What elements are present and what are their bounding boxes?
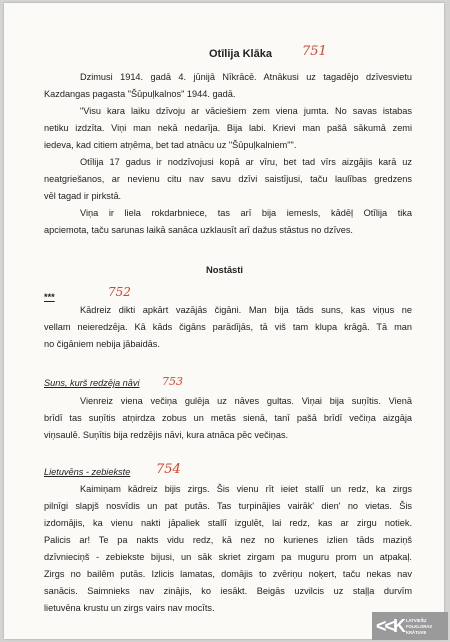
intro-line: Dzimusi 1914. gadā 4. jūnijā Nīkrācē. Atnākusi uz tagadējo dzīvesvietu <box>80 72 412 82</box>
story-line: Vienreiz vienа večiņa gulēja uz nāves gultas. Viņai bija suņītis. Vienā <box>80 396 412 406</box>
story-line: Kādreiz dikti apkārt vazājās čigāni. Man bija tāds suns, kas viņus ne <box>80 305 412 315</box>
story-heading: *** <box>44 292 55 302</box>
story-line: viņsaulē. Suņītis bija redzējis nāvi, kura atnāca pēc večiņas. <box>44 430 289 440</box>
archive-logo-mark: <<K <box>376 616 405 636</box>
story-line: dzīvnieciņš - zebiekste bijusi, un sāk skriet zirgam pa muguru prom un atpakaļ. <box>44 552 412 562</box>
handwritten-number: 753 <box>162 375 183 388</box>
archive-logo <box>372 612 448 640</box>
handwritten-number: 754 <box>156 462 181 477</box>
archive-logo-line: LATVIEŠU <box>406 618 427 623</box>
intro-line: Kazdangas pagasta "Šūpuļkalnos" 1944. gadā. <box>44 89 236 99</box>
intro-line: iedeva, kad citiem atņēma, bet tad atnācu uz "Šūpuļkalniem"". <box>44 140 297 150</box>
handwritten-number: 751 <box>302 44 327 59</box>
story-line: sanācis. Saimnieks nav zinājis, ko iesākt. Beigās uzvilcis uz staļļa durvīm <box>44 586 412 596</box>
story-line: vellam neieredzēja. Kā kāds čigāns parādījās, tā viš tam klupa krāgā. Tā man <box>44 322 412 332</box>
story-line: Zirgs no bailēm putās. Izlicis lamatas, domājis to zvēriņu noķert, taču nekas nav <box>44 569 412 579</box>
document-title: Otīlija Klāka <box>209 48 272 60</box>
intro-line: vēl tagad ir pirkstā. <box>44 191 122 201</box>
intro-line: Otīlija 17 gadus ir nodzīvojusi kopā ar vīru, bet tad vīrs aizgājis karā uz <box>80 157 412 167</box>
story-line: no čigāniem nebija jābaidās. <box>44 339 160 349</box>
story-heading: Lietuvēns - zebiekste <box>44 467 131 477</box>
section-heading: Nostāsti <box>206 264 243 275</box>
handwritten-number: 752 <box>108 285 131 299</box>
intro-line: netiku izdzīta. Viņi man nekā nedarīja. Bija labi. Krievi man pašā sākumā zemi <box>44 123 412 133</box>
story-line: pilnīgi slapjš nosvīdis un pat putās. Tas turpinājies vairāk' dien' no vietas. Šis <box>44 501 412 511</box>
story-heading: Suns, kurš redzēja nāvi <box>44 378 140 388</box>
document-page <box>4 3 444 639</box>
story-line: lietuvēna krustu un zirgs vairs nav mocīts. <box>44 603 215 613</box>
intro-line: "Visu kara laiku dzīvoju ar vāciešiem zem viena jumta. No savas istabas <box>80 106 412 116</box>
intro-line: neatgriešanos, ar nevienu citu nav savu dzīvi saistījusi, taču laulības gredzens <box>44 174 412 184</box>
story-line: brīdī tas suņītis atņirdza zobus un metās sienā, tanī pašā brīdī večiņa aizgāja <box>44 413 412 423</box>
story-line: Palicis ar! Te pa nakts vidu redz, kā nez no kurienes izlien tāds maziņš <box>44 535 412 545</box>
intro-line: Viņa ir liela rokdarbniece, tas arī bija iemesls, kādēļ Otīlija tika <box>80 208 412 218</box>
story-line: Kaimiņam kādreiz bijis zirgs. Šis vienu rīt ieiet stallī un redz, ka zirgs <box>80 484 412 494</box>
archive-logo-line: KRĀTUVE <box>406 630 427 635</box>
story-line: izdomājis, ka vienu nakti jāpaliek stallī izgulēt, lai redz, kas ar zirgu notiek. <box>44 518 412 528</box>
intro-line: apciemota, taču sarunas laikā sanāca uzklausīt arī dažus stāstus no dzīves. <box>44 225 353 235</box>
archive-logo-line: FOLKLORAS <box>406 624 433 629</box>
